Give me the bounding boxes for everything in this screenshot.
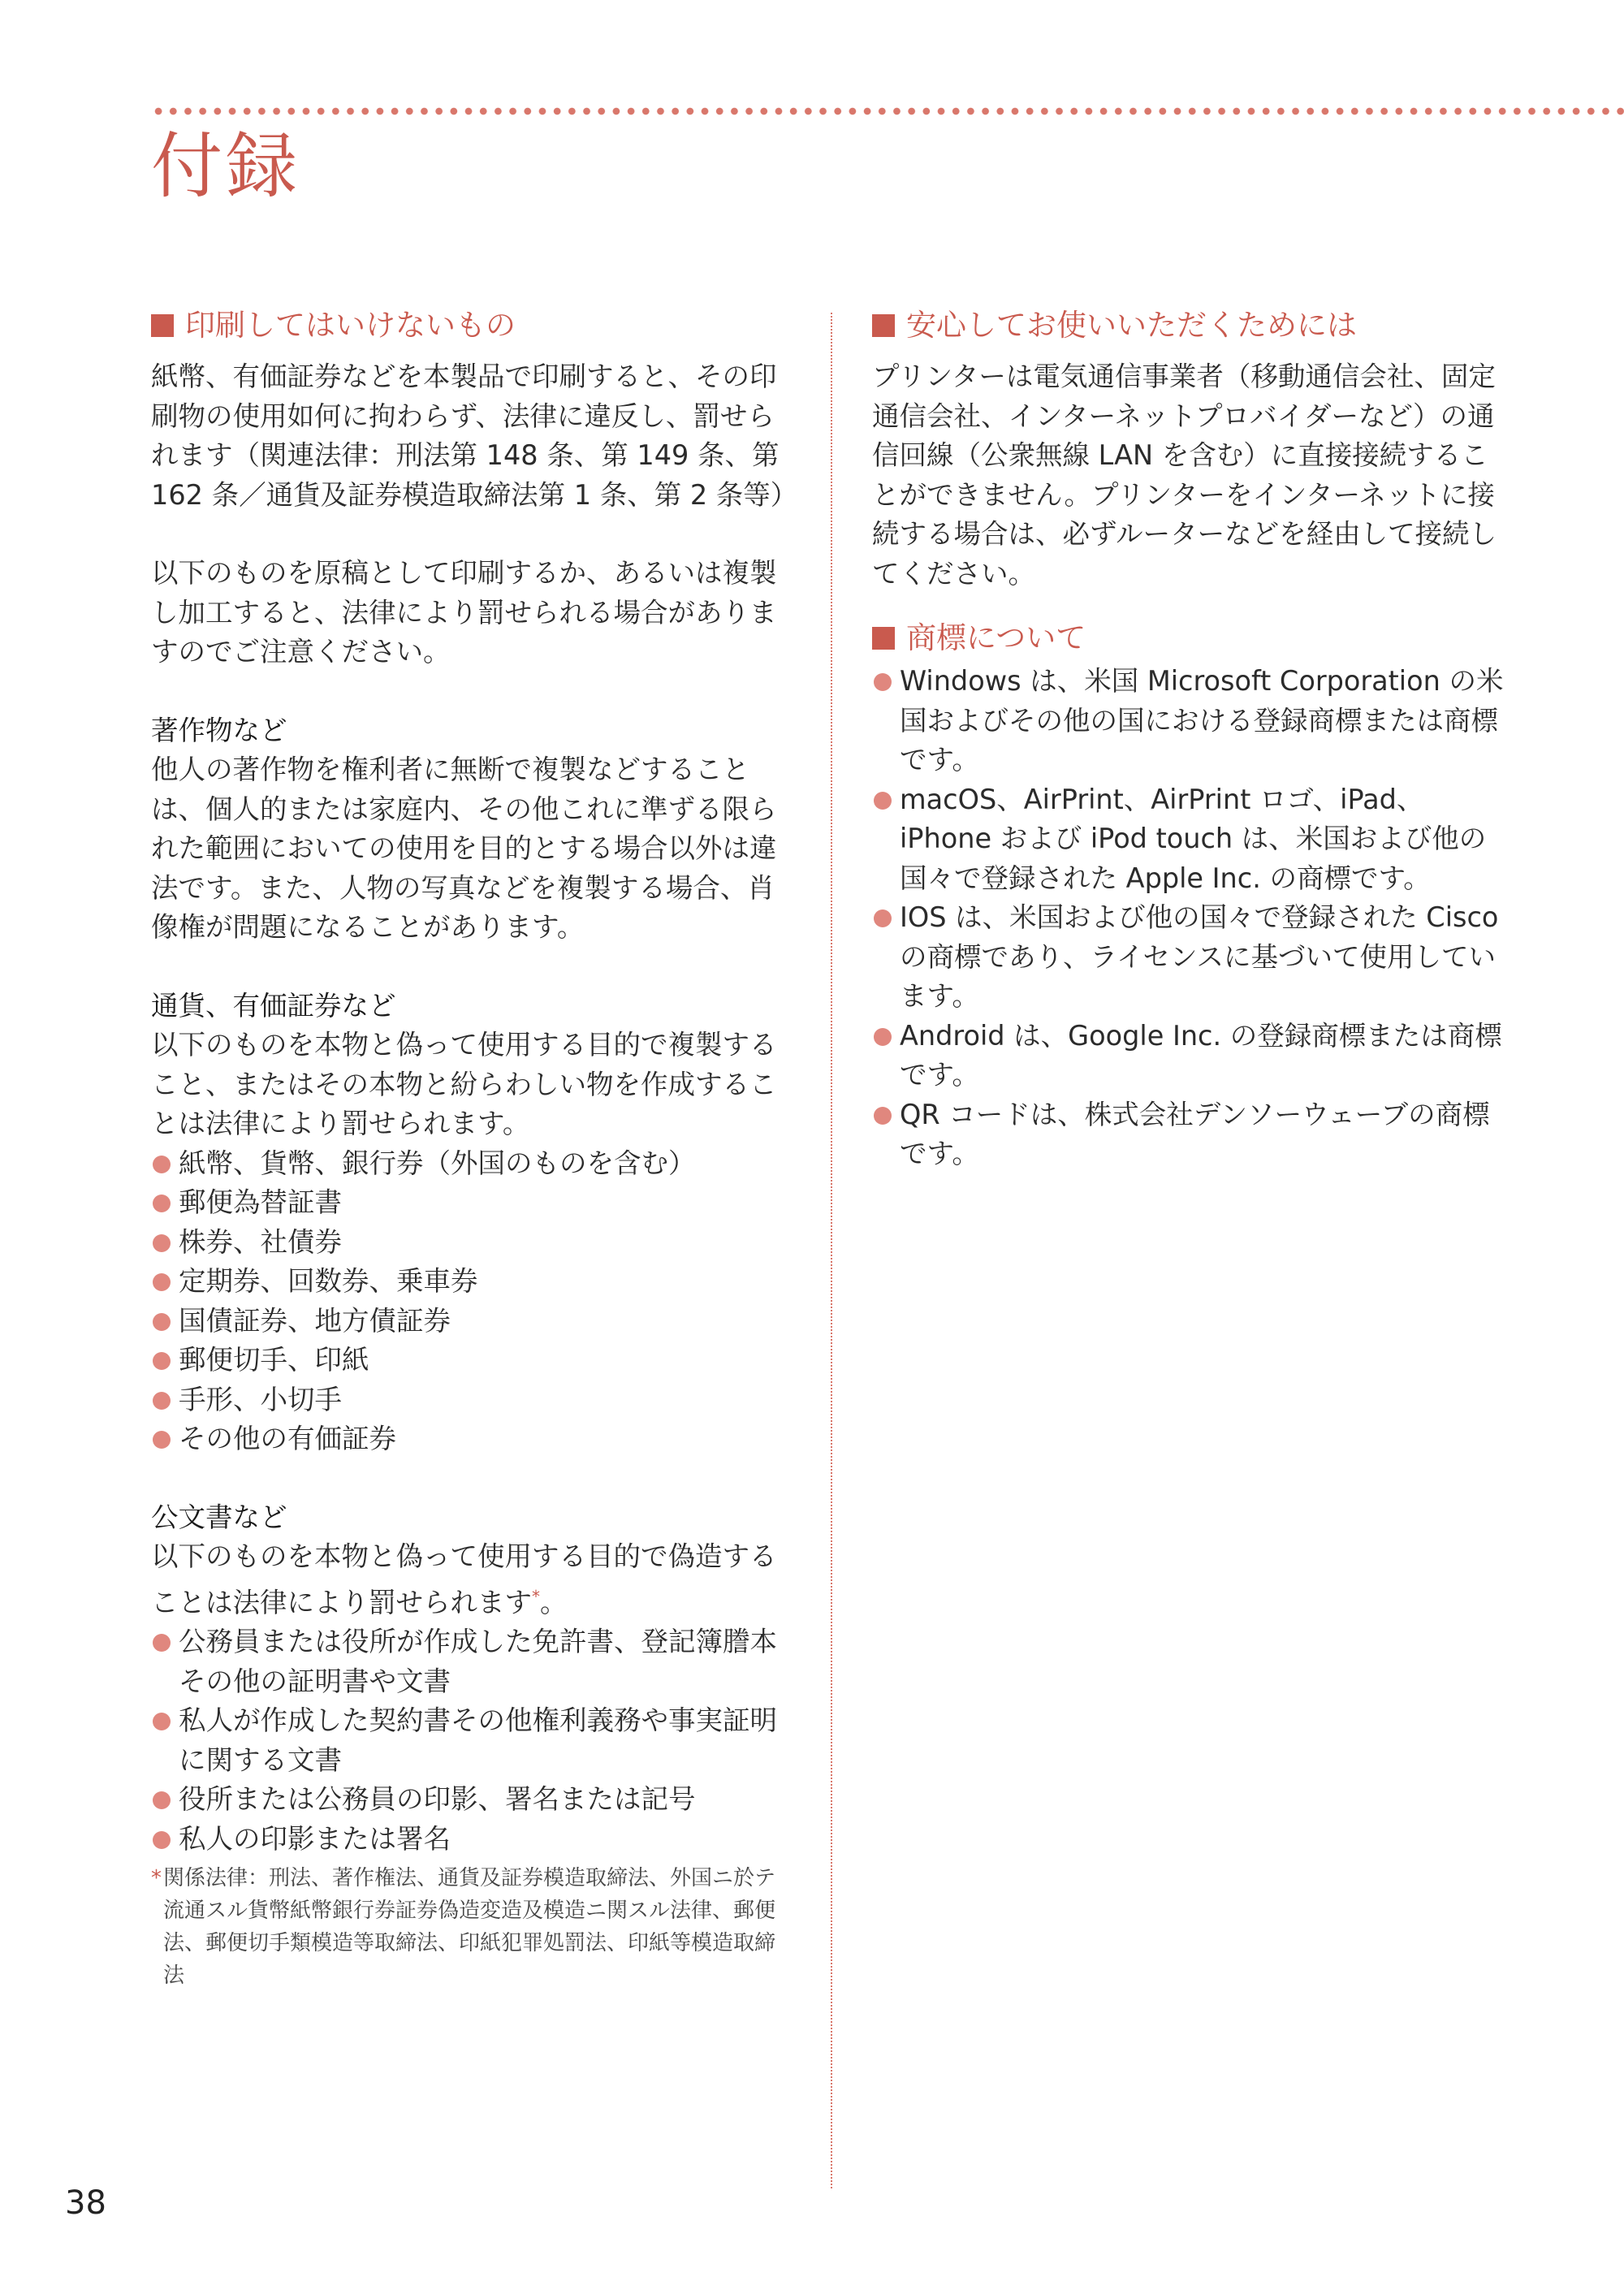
list-item: 公務員または役所が作成した免許書、登記簿謄本その他の証明書や文書 xyxy=(151,1622,784,1701)
list-item: IOS は、米国および他の国々で登録された Cisco の商標であり、ライセンスに基づいて使用しています。 xyxy=(872,898,1514,1017)
list-item: 株券、社債券 xyxy=(151,1223,784,1263)
section-heading-text: 安心してお使いいただくためには xyxy=(906,308,1357,343)
subsection-title: 通貨、有価証券など xyxy=(151,989,396,1022)
list-item: 私人が作成した契約書その他権利義務や事実証明に関する文書 xyxy=(151,1701,784,1780)
right-column xyxy=(872,302,1514,1174)
left-column xyxy=(151,302,798,1992)
section-trademarks xyxy=(872,615,1514,1174)
page-title: 付録 xyxy=(151,124,301,208)
trademark-list xyxy=(872,662,1514,1174)
square-bullet-icon xyxy=(872,314,895,337)
subsection-copyright xyxy=(151,711,784,948)
list-item: 郵便為替証書 xyxy=(151,1183,784,1223)
footnote-marker: * xyxy=(532,1586,540,1606)
top-dotted-rule xyxy=(151,106,1624,117)
section-prohibited-printing xyxy=(151,302,798,1992)
section-heading xyxy=(872,302,1514,349)
section-safe-use xyxy=(872,302,1514,594)
subsection-public-documents xyxy=(151,1498,784,1993)
list-item: 手形、小切手 xyxy=(151,1380,784,1420)
subsection-currency xyxy=(151,987,784,1459)
subsection-title: 著作物など xyxy=(151,714,287,746)
list-item: Windows は、米国 Microsoft Corporation の米国およびその他の国における登録商標または商標です。 xyxy=(872,662,1514,780)
subsection-text: 以下のものを本物と偽って使用する目的で複製すること、またはその本物と紛らわしい物を作成することは法律により罰せられます。 xyxy=(151,1029,777,1139)
list-item: Android は、Google Inc. の登録商標または商標です。 xyxy=(872,1017,1514,1095)
currency-list xyxy=(151,1144,784,1459)
list-item: QR コードは、株式会社デンソーウェーブの商標です。 xyxy=(872,1095,1514,1174)
list-item: 紙幣、貨幣、銀行券（外国のものを含む） xyxy=(151,1144,784,1184)
subsection-title: 公文書など xyxy=(151,1501,287,1533)
list-item: 郵便切手、印紙 xyxy=(151,1341,784,1380)
footnote-text: 関係法律：刑法、著作権法、通貨及証券模造取締法、外国ニ於テ流通スル貨幣紙幣銀行券証券偽造変造及模造ニ関スル法律、郵便法、郵便切手類模造等取締法、印紙犯罪処罰法、印紙等模造取締法 xyxy=(163,1866,776,1989)
column-divider xyxy=(831,313,832,2188)
section-heading xyxy=(872,615,1514,662)
list-item: 国債証券、地方債証券 xyxy=(151,1302,784,1341)
section-heading-text: 商標について xyxy=(906,620,1086,655)
footnote xyxy=(151,1862,784,1992)
subsection-text: 以下のものを本物と偽って使用する目的で偽造することは法律により罰せられます*。 xyxy=(151,1540,777,1618)
paragraph-legal-notice: 紙幣、有価証券などを本製品で印刷すると、その印刷物の使用如何に拘わらず、法律に違反し、罰せられます（関連法律：刑法第 148 条、第 149 条、第 162 条／通貨及証券模造取締法第 1 条、第 2 条等） xyxy=(151,361,798,511)
footnote-mark: * xyxy=(151,1866,162,1891)
list-item: 定期券、回数券、乗車券 xyxy=(151,1262,784,1302)
public-docs-list xyxy=(151,1622,784,1859)
paragraph-caution: 以下のものを原稿として印刷するか、あるいは複製し加工すると、法律により罰せられる場合がありますのでご注意ください。 xyxy=(151,557,777,667)
list-item: その他の有価証券 xyxy=(151,1419,784,1459)
list-item: 役所または公務員の印影、署名または記号 xyxy=(151,1780,784,1820)
paragraph-safe-use: プリンターは電気通信事業者（移動通信会社、固定通信会社、インターネットプロバイダーなど）の通信回線（公衆無線 LAN を含む）に直接接続することができません。プリンターをインターネットに接続する場合は、必ずルーターなどを経由して接続してください。 xyxy=(872,361,1497,590)
section-heading-text: 印刷してはいけないもの xyxy=(185,308,516,343)
section-heading xyxy=(151,302,784,349)
page-number: 38 xyxy=(65,2184,106,2222)
square-bullet-icon xyxy=(872,627,895,650)
square-bullet-icon xyxy=(151,314,174,337)
subsection-text: 他人の著作物を権利者に無断で複製などすることは、個人的または家庭内、その他これに準ずる限られた範囲においての使用を目的とする場合以外は違法です。また、人物の写真などを複製する場合、肖像権が問題になることがあります。 xyxy=(151,754,777,943)
list-item: macOS、AirPrint、AirPrint ロゴ、iPad、iPhone および iPod touch は、米国および他の国々で登録された Apple Inc. の商標です。 xyxy=(872,780,1514,899)
list-item: 私人の印影または署名 xyxy=(151,1820,784,1860)
